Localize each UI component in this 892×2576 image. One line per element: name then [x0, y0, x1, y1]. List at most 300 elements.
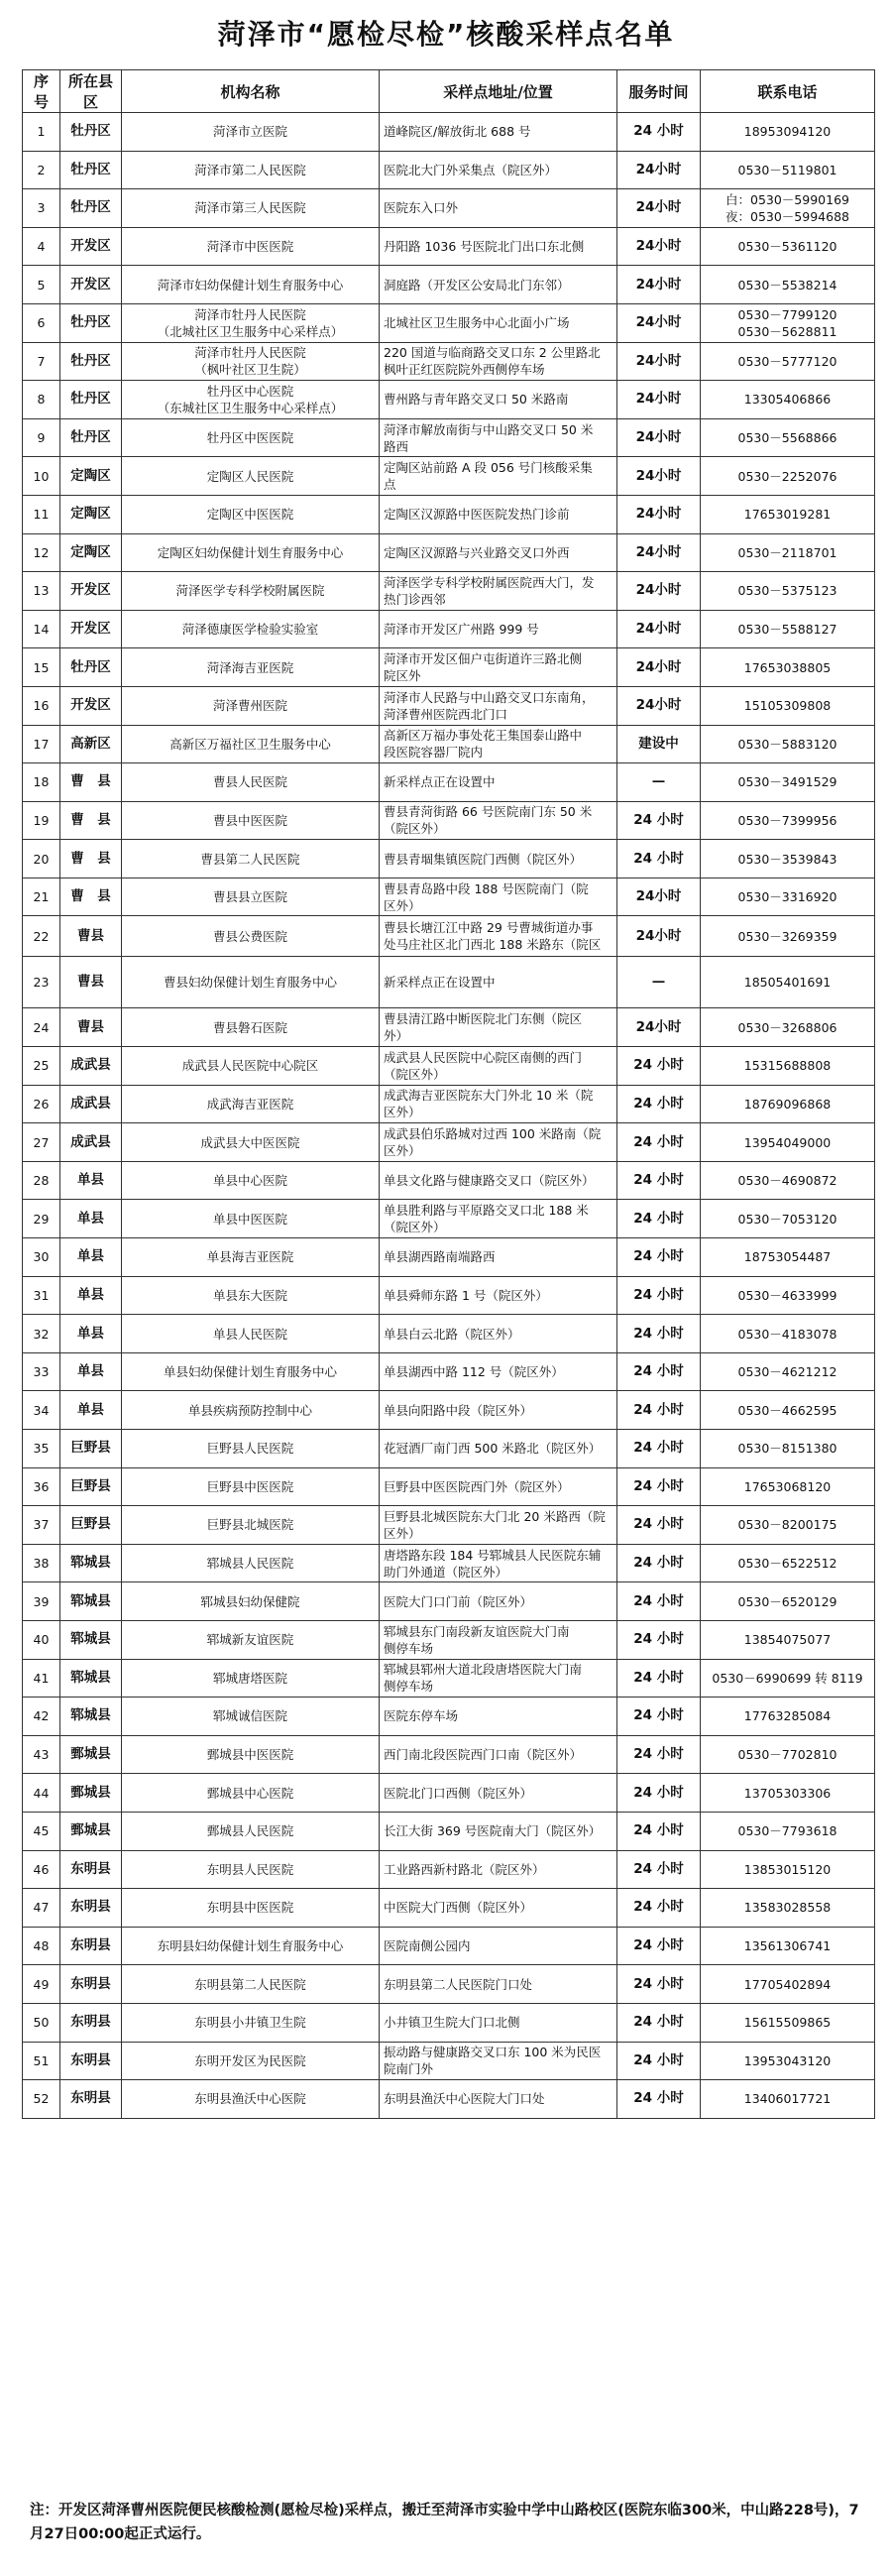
district-cell: 鄄城县 — [60, 1774, 122, 1813]
org-name-cell — [122, 1352, 380, 1391]
phone-cell-line: 0530－7399956 — [737, 812, 837, 828]
district-cell: 单县 — [60, 1352, 122, 1391]
org-name-cell-line: 菏泽市立医院 — [212, 124, 287, 140]
phone-cell-line: 0530－8151380 — [737, 1441, 837, 1457]
org-name-cell — [122, 957, 380, 1008]
address-cell-line: 医院北门口西侧（院区外） — [384, 1785, 533, 1801]
org-name-cell-line: 定陶区中医医院 — [206, 507, 294, 523]
address-cell-line: 菏泽医学专科学校附属医院西大门，发 — [384, 574, 595, 590]
address-cell — [380, 763, 617, 802]
table-row — [23, 686, 875, 725]
district-cell: 单县 — [60, 1161, 122, 1200]
address-cell-line: 枫叶正红医院院外西侧停车场 — [384, 362, 545, 378]
column-header: 采样点地址/位置 — [380, 70, 617, 113]
org-name-cell — [122, 2080, 380, 2119]
table-row — [23, 266, 875, 304]
org-name-cell-line: 单县疾病预防控制中心 — [187, 1402, 312, 1418]
address-cell-line: 单县胜利路与平原路交叉口北 188 米 — [384, 1203, 589, 1219]
address-cell-line: 助门外通道（院区外） — [384, 1564, 508, 1580]
service-time-cell: 24 小时 — [617, 1506, 701, 1545]
table-row — [23, 227, 875, 266]
row-number: 41 — [23, 1659, 60, 1698]
address-cell-line: 单县文化路与健康路交叉口（院区外） — [384, 1173, 595, 1189]
phone-cell-line: 0530－6990699 转 8119 — [712, 1670, 863, 1686]
phone-cell-line: 0530－3316920 — [737, 889, 837, 905]
row-number: 27 — [23, 1123, 60, 1162]
address-cell-line: 唐塔路东段 184 号郓城县人民医院东辅 — [384, 1547, 602, 1563]
org-name-cell-line: 单县人民医院 — [212, 1326, 287, 1342]
table-row — [23, 1774, 875, 1813]
district-cell: 郓城县 — [60, 1659, 122, 1698]
phone-cell — [701, 916, 875, 957]
org-name-cell-line: 鄄城县人民医院 — [206, 1823, 294, 1839]
phone-cell — [701, 1008, 875, 1047]
org-name-cell-line: 曹县人民医院 — [212, 774, 287, 790]
district-cell: 单县 — [60, 1200, 122, 1238]
page-title: 菏泽市“愿检尽检”核酸采样点名单 — [217, 18, 675, 51]
service-time-cell: 24 小时 — [617, 1698, 701, 1736]
address-cell-line: 工业路西新村路北（院区外） — [384, 1861, 545, 1877]
phone-cell-line: 0530－6522512 — [737, 1556, 837, 1572]
service-time-cell: 24 小时 — [617, 1200, 701, 1238]
address-cell-line: 曹县长塘江江中路 29 号曹城街道办事 — [384, 920, 594, 936]
service-time-cell: 24小时 — [617, 457, 701, 496]
district-cell: 鄄城县 — [60, 1812, 122, 1850]
phone-cell-line: 夜：0530－5994688 — [725, 208, 849, 224]
org-name-cell — [122, 1123, 380, 1162]
district-cell: 曹县 — [60, 916, 122, 957]
phone-cell — [701, 1927, 875, 1965]
phone-cell — [701, 418, 875, 457]
org-name-cell-line: 郓城唐塔医院 — [212, 1670, 287, 1686]
table-row — [23, 2080, 875, 2119]
address-cell-line: 道峰院区/解放街北 688 号 — [384, 124, 531, 140]
address-cell-line: 巨野县北城医院东大门北 20 米路西（院 — [384, 1508, 606, 1524]
address-cell-line: 花冠酒厂南门西 500 米路北（院区外） — [384, 1441, 602, 1457]
org-name-cell — [122, 1008, 380, 1047]
table-row — [23, 1047, 875, 1086]
table-row — [23, 1315, 875, 1353]
row-number: 40 — [23, 1620, 60, 1659]
address-cell-line: 丹阳路 1036 号医院北门出口东北侧 — [384, 239, 585, 255]
phone-cell-line: 13953043120 — [743, 2052, 832, 2068]
address-cell-line: 东明县第二人民医院门口处 — [384, 1976, 533, 1992]
address-cell — [380, 342, 617, 381]
phone-cell — [701, 1620, 875, 1659]
phone-cell — [701, 686, 875, 725]
address-cell — [380, 648, 617, 687]
phone-cell — [701, 2003, 875, 2042]
phone-cell — [701, 1161, 875, 1200]
address-cell-line: （院区外） — [384, 821, 446, 837]
district-cell: 东明县 — [60, 2003, 122, 2042]
address-cell — [380, 1735, 617, 1774]
row-number: 4 — [23, 227, 60, 266]
address-cell-line: （院区外） — [384, 1066, 446, 1082]
table-row — [23, 303, 875, 342]
phone-cell-line: 0530－5777120 — [737, 353, 837, 369]
address-cell-line: 曹县青堌集镇医院门西侧（院区外） — [384, 851, 583, 867]
row-number: 7 — [23, 342, 60, 381]
org-name-cell-line: 郓城县人民医院 — [206, 1556, 294, 1572]
phone-cell — [701, 957, 875, 1008]
address-cell-line: 单县白云北路（院区外） — [384, 1326, 520, 1342]
org-name-cell — [122, 151, 380, 189]
table-row — [23, 381, 875, 419]
phone-cell-line: 0530－5538214 — [737, 277, 837, 293]
address-cell-line: 定陶区汉源路中医医院发热门诊前 — [384, 507, 570, 523]
phone-cell — [701, 1123, 875, 1162]
service-time-cell: 24 小时 — [617, 2080, 701, 2119]
address-cell-line: 巨野县中医医院西门外（院区外） — [384, 1478, 570, 1494]
org-name-cell-line: 单县东大医院 — [212, 1287, 287, 1303]
row-number: 35 — [23, 1430, 60, 1468]
table-row — [23, 1352, 875, 1391]
service-time-cell: 24 小时 — [617, 1161, 701, 1200]
org-name-cell-line: 定陶区人民医院 — [206, 468, 294, 484]
org-name-cell — [122, 1735, 380, 1774]
org-name-cell-line: 高新区万福社区卫生服务中心 — [169, 736, 331, 752]
phone-cell — [701, 1315, 875, 1353]
address-cell-line: 成武海吉亚医院东大门外北 10 米（院 — [384, 1088, 594, 1104]
phone-cell-line: 0530－5375123 — [737, 583, 837, 599]
district-cell: 曹 县 — [60, 840, 122, 878]
address-cell-line: 侧停车场 — [384, 1640, 434, 1656]
phone-cell-line: 17705402894 — [743, 1976, 832, 1992]
address-cell — [380, 878, 617, 916]
org-name-cell-line: 曹县磐石医院 — [212, 1019, 287, 1035]
address-cell-line: 院南门外 — [384, 2061, 434, 2077]
row-number: 36 — [23, 1467, 60, 1506]
table-row — [23, 572, 875, 611]
service-time-cell: 24 小时 — [617, 1430, 701, 1468]
phone-cell-line: 17653068120 — [743, 1478, 832, 1494]
org-name-cell — [122, 1047, 380, 1086]
row-number: 26 — [23, 1085, 60, 1123]
address-cell-line: 段医院容器厂院内 — [384, 745, 484, 761]
address-cell-line: 曹县青岛路中段 188 号医院南门（院 — [384, 880, 589, 896]
district-cell: 牡丹区 — [60, 648, 122, 687]
phone-cell-line: 0530－3539843 — [737, 851, 837, 867]
row-number: 5 — [23, 266, 60, 304]
table-header-row — [23, 70, 875, 113]
phone-cell-line: 0530－4633999 — [737, 1287, 837, 1303]
address-cell — [380, 1506, 617, 1545]
service-time-cell: 24小时 — [617, 303, 701, 342]
row-number: 28 — [23, 1161, 60, 1200]
phone-cell-line: 0530－5119801 — [737, 162, 837, 177]
column-header: 联系电话 — [701, 70, 875, 113]
phone-cell-line: 13954049000 — [743, 1134, 832, 1150]
row-number: 2 — [23, 151, 60, 189]
org-name-cell-line: 菏泽市牡丹人民医院 — [194, 345, 306, 361]
district-cell: 曹 县 — [60, 801, 122, 840]
org-name-cell-line: 巨野县人民医院 — [206, 1441, 294, 1457]
address-cell-line: 郓城县郓州大道北段唐塔医院大门南 — [384, 1662, 583, 1678]
row-number: 22 — [23, 916, 60, 957]
row-number: 37 — [23, 1506, 60, 1545]
org-name-cell-line: 郓城县妇幼保健院 — [200, 1593, 300, 1609]
table-row — [23, 342, 875, 381]
org-name-cell — [122, 2003, 380, 2042]
phone-cell-line: 0530－3268806 — [737, 1019, 837, 1035]
district-cell: 开发区 — [60, 686, 122, 725]
org-name-cell-line: 郓城新友谊医院 — [206, 1632, 294, 1648]
org-name-cell — [122, 840, 380, 878]
phone-cell — [701, 381, 875, 419]
phone-cell-line: 0530－8200175 — [737, 1517, 837, 1533]
phone-cell-line: 0530－3491529 — [737, 774, 837, 790]
district-cell: 牡丹区 — [60, 113, 122, 152]
district-cell: 东明县 — [60, 1889, 122, 1928]
phone-cell-line: 0530－4662595 — [737, 1402, 837, 1418]
org-name-cell-line: 单县海吉亚医院 — [206, 1249, 294, 1265]
row-number: 6 — [23, 303, 60, 342]
table-row — [23, 1161, 875, 1200]
address-cell-line: 新采样点正在设置中 — [384, 774, 496, 790]
address-cell — [380, 1430, 617, 1468]
row-number: 13 — [23, 572, 60, 611]
org-name-cell — [122, 1965, 380, 2004]
table-row — [23, 1582, 875, 1621]
phone-cell-line: 13583028558 — [743, 1900, 832, 1916]
district-cell: 曹县 — [60, 957, 122, 1008]
org-name-cell-line: 东明县人民医院 — [206, 1861, 294, 1877]
org-name-cell-line: 菏泽市第二人民医院 — [194, 162, 306, 177]
district-cell: 开发区 — [60, 227, 122, 266]
phone-cell-line: 白：0530－5990169 — [725, 191, 849, 207]
district-cell: 开发区 — [60, 266, 122, 304]
district-cell: 成武县 — [60, 1047, 122, 1086]
phone-cell-line: 0530－7053120 — [737, 1211, 837, 1227]
district-cell: 曹县 — [60, 1008, 122, 1047]
address-cell-line: 北城社区卫生服务中心北面小广场 — [384, 315, 570, 331]
service-time-cell: 24 小时 — [617, 2042, 701, 2080]
service-time-cell: 24小时 — [617, 648, 701, 687]
address-cell-line: 成武县伯乐路城对过西 100 米路南（院 — [384, 1126, 602, 1142]
service-time-cell: 24小时 — [617, 381, 701, 419]
org-name-cell — [122, 1200, 380, 1238]
address-cell — [380, 1467, 617, 1506]
address-cell — [380, 1315, 617, 1353]
org-name-cell-line: 曹县第二人民医院 — [200, 851, 300, 867]
address-cell — [380, 1544, 617, 1582]
column-header: 服务时间 — [617, 70, 701, 113]
district-cell: 牡丹区 — [60, 381, 122, 419]
sampling-sites-table — [22, 69, 875, 2119]
phone-cell-line: 18505401691 — [743, 975, 832, 991]
address-cell — [380, 1620, 617, 1659]
address-cell — [380, 1774, 617, 1813]
service-time-cell: 24小时 — [617, 495, 701, 533]
org-name-cell-line: 菏泽医学专科学校附属医院 — [175, 583, 325, 599]
org-name-cell — [122, 763, 380, 802]
org-name-cell-line: 巨野县中医医院 — [206, 1478, 294, 1494]
row-number: 38 — [23, 1544, 60, 1582]
service-time-cell: 24 小时 — [617, 113, 701, 152]
service-time-cell: — — [617, 763, 701, 802]
table-row — [23, 763, 875, 802]
phone-cell-line: 17763285084 — [743, 1708, 832, 1724]
address-cell — [380, 916, 617, 957]
phone-cell-line: 0530－7799120 — [737, 306, 837, 322]
org-name-cell-line: 牡丹区中心医院 — [206, 383, 294, 399]
service-time-cell: 24 小时 — [617, 840, 701, 878]
org-name-cell-line: 东明县中医医院 — [206, 1900, 294, 1916]
address-cell-line: 东明县渔沃中心医院大门口处 — [384, 2091, 545, 2107]
phone-cell — [701, 1276, 875, 1315]
address-cell — [380, 1200, 617, 1238]
district-cell: 鄄城县 — [60, 1735, 122, 1774]
service-time-cell: 24 小时 — [617, 1582, 701, 1621]
table-row — [23, 1850, 875, 1889]
table-row — [23, 1430, 875, 1468]
phone-cell — [701, 1085, 875, 1123]
table-row — [23, 725, 875, 763]
district-cell: 郓城县 — [60, 1582, 122, 1621]
address-cell-line: 定陶区站前路 A 段 056 号门核酸采集 — [384, 460, 593, 476]
phone-cell-line: 0530－5628811 — [737, 323, 837, 339]
phone-cell — [701, 1659, 875, 1698]
address-cell — [380, 2042, 617, 2080]
phone-cell-line: 0530－2252076 — [737, 468, 837, 484]
row-number: 51 — [23, 2042, 60, 2080]
phone-cell — [701, 227, 875, 266]
table-body — [23, 113, 875, 2119]
service-time-cell: 24小时 — [617, 418, 701, 457]
row-number: 31 — [23, 1276, 60, 1315]
service-time-cell: 24小时 — [617, 266, 701, 304]
table-row — [23, 1812, 875, 1850]
org-name-cell-line: 东明县渔沃中心医院 — [194, 2091, 306, 2107]
address-cell-line: 单县向阳路中段（院区外） — [384, 1402, 533, 1418]
address-cell — [380, 1008, 617, 1047]
service-time-cell: 24 小时 — [617, 1391, 701, 1430]
row-number: 32 — [23, 1315, 60, 1353]
phone-cell — [701, 1238, 875, 1277]
row-number: 30 — [23, 1238, 60, 1277]
org-name-cell — [122, 1850, 380, 1889]
row-number: 29 — [23, 1200, 60, 1238]
address-cell — [380, 1850, 617, 1889]
service-time-cell: 24 小时 — [617, 1774, 701, 1813]
district-cell: 曹 县 — [60, 878, 122, 916]
phone-cell-line: 13305406866 — [743, 392, 832, 408]
address-cell — [380, 1276, 617, 1315]
org-name-cell-line: 菏泽市中医医院 — [206, 239, 294, 255]
org-name-cell — [122, 266, 380, 304]
org-name-cell — [122, 1698, 380, 1736]
table-row — [23, 151, 875, 189]
row-number: 8 — [23, 381, 60, 419]
row-number: 49 — [23, 1965, 60, 2004]
district-cell: 牡丹区 — [60, 189, 122, 228]
phone-cell — [701, 1391, 875, 1430]
address-cell — [380, 1698, 617, 1736]
row-number: 17 — [23, 725, 60, 763]
service-time-cell: 24小时 — [617, 533, 701, 572]
service-time-cell: 24 小时 — [617, 1659, 701, 1698]
table-row — [23, 1735, 875, 1774]
address-cell — [380, 1889, 617, 1928]
address-cell — [380, 227, 617, 266]
table-row — [23, 1467, 875, 1506]
table-row — [23, 2003, 875, 2042]
org-name-cell-line: 郓城诚信医院 — [212, 1708, 287, 1724]
row-number: 52 — [23, 2080, 60, 2119]
org-name-cell-line: 单县中心医院 — [212, 1173, 287, 1189]
phone-cell — [701, 1582, 875, 1621]
address-cell-line: 区外） — [384, 1105, 421, 1120]
phone-cell — [701, 266, 875, 304]
org-name-cell — [122, 1659, 380, 1698]
phone-cell — [701, 1812, 875, 1850]
row-number: 1 — [23, 113, 60, 152]
service-time-cell: 24小时 — [617, 1008, 701, 1047]
table-row — [23, 1008, 875, 1047]
phone-cell — [701, 840, 875, 878]
address-cell-line: 院区外 — [384, 668, 421, 684]
service-time-cell: 24 小时 — [617, 1850, 701, 1889]
address-cell — [380, 1927, 617, 1965]
service-time-cell: 24 小时 — [617, 1544, 701, 1582]
table-row — [23, 113, 875, 152]
org-name-cell — [122, 113, 380, 152]
phone-cell-line: 0530－5883120 — [737, 736, 837, 752]
address-cell-line: 医院东入口外 — [384, 200, 459, 216]
service-time-cell: 24 小时 — [617, 1927, 701, 1965]
org-name-cell-line: 菏泽市妇幼保健计划生育服务中心 — [157, 277, 344, 293]
phone-cell — [701, 2080, 875, 2119]
phone-cell — [701, 1774, 875, 1813]
service-time-cell: 24小时 — [617, 572, 701, 611]
column-header: 机构名称 — [122, 70, 380, 113]
row-number: 24 — [23, 1008, 60, 1047]
service-time-cell: 24小时 — [617, 686, 701, 725]
org-name-cell — [122, 533, 380, 572]
org-name-cell — [122, 916, 380, 957]
org-name-cell — [122, 457, 380, 496]
org-name-cell — [122, 303, 380, 342]
org-name-cell-line: 鄄城县中心医院 — [206, 1785, 294, 1801]
row-number: 15 — [23, 648, 60, 687]
table-row — [23, 1238, 875, 1277]
org-name-cell — [122, 1276, 380, 1315]
org-name-cell — [122, 610, 380, 648]
phone-cell-line: 13406017721 — [743, 2091, 832, 2107]
service-time-cell: 24 小时 — [617, 1889, 701, 1928]
table-row — [23, 2042, 875, 2080]
address-cell — [380, 113, 617, 152]
phone-cell-line: 0530－6520129 — [737, 1593, 837, 1609]
address-cell-line: 点 — [384, 477, 396, 493]
phone-cell — [701, 1430, 875, 1468]
phone-cell — [701, 572, 875, 611]
org-name-cell-line: （枫叶社区卫生院） — [194, 362, 306, 378]
org-name-cell — [122, 1161, 380, 1200]
phone-cell — [701, 648, 875, 687]
district-cell: 东明县 — [60, 1850, 122, 1889]
phone-cell-line: 13854075077 — [743, 1632, 832, 1648]
phone-cell-line: 0530－5568866 — [737, 430, 837, 446]
org-name-cell — [122, 1315, 380, 1353]
org-name-cell — [122, 801, 380, 840]
phone-cell — [701, 801, 875, 840]
table-row — [23, 1200, 875, 1238]
district-cell: 单县 — [60, 1315, 122, 1353]
district-cell: 定陶区 — [60, 457, 122, 496]
service-time-cell: 24小时 — [617, 878, 701, 916]
